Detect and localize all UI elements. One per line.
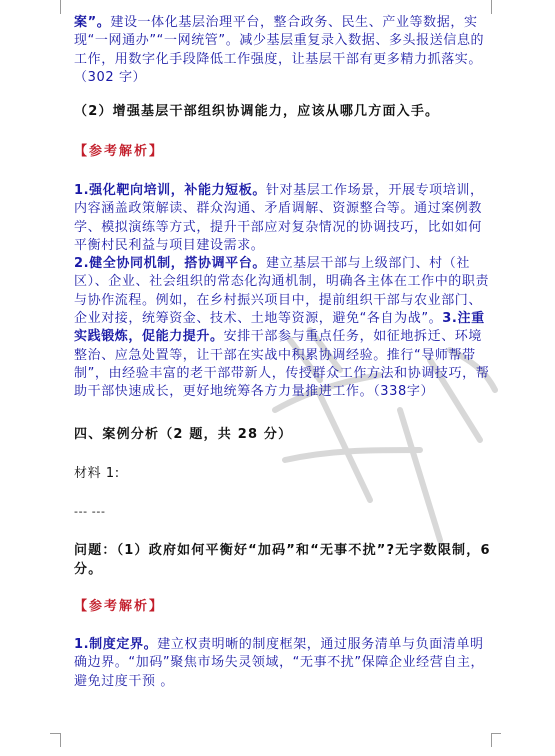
omitted-marker: --- --- [74, 505, 106, 518]
page-corner-mark [491, 733, 501, 734]
page-margin-mark-right [491, 0, 492, 14]
answer-paragraph [74, 636, 492, 691]
material-label: 材料 1: [74, 466, 120, 481]
page-corner-mark [491, 733, 492, 747]
reference-label: 【参考解析】 [74, 144, 165, 159]
point-title: 1.强化靶向培训，补能力短板。 [74, 183, 266, 198]
point-title: 3.注重实践锻炼，促能力提升。 [74, 311, 485, 345]
paragraph-text: 建设一体化基层治理平台，整合政务、民生、产业等数据，实现“一网通办”“一网统管”。减少基层重复录入数据、多头报送信息的工作，用数字化手段降低工作强度，让基层干部有更多精力抓落实。（302 字） [74, 15, 485, 85]
page-corner-mark [50, 733, 60, 734]
question-heading: （2）增强基层干部组织协调能力，应该从哪几方面入手。 [74, 104, 440, 119]
reference-label: 【参考解析】 [74, 599, 165, 614]
page-margin-mark-left [60, 0, 61, 14]
paragraph-lead: 案”。 [74, 15, 111, 30]
answer-paragraph [74, 182, 492, 402]
page-corner-mark [60, 733, 61, 747]
point-title: 2.健全协同机制，搭协调平台。 [74, 256, 266, 272]
point-text: 建立权责明晰的制度框架，通过服务清单与负面清单明确边界。“加码”聚焦市场失灵领域，“无事不扰”保障企业经营自主，避免过度干预 。 [74, 637, 485, 689]
point-text: 安排干部参与重点任务，如征地拆迁、环境整治、应急处置等，让干部在实战中积累协调经验。推行“导师帮带制”，由经验丰富的老干部带新人，传授群众工作方法和协调技巧，帮助干部快速成长，更好地统筹各方力量推进工作。（338字） [74, 329, 490, 400]
answer-paragraph-tail [74, 14, 492, 87]
point-text: 建立基层干部与上级部门、村（社区）、企业、社会组织的常态化沟通机制，明确各主体在工作中的职责与协作流程。例如，在乡村振兴项目中，提前组织干部与农业部门、企业对接，统筹资金、技术、土地等资源，避免“各自为战”。 [74, 256, 490, 327]
point-text: 针对基层工作场景，开展专项培训，内容涵盖政策解读、群众沟通、矛盾调解、资源整合等。通过案例教学、模拟演练等方式，提升干部应对复杂情况的协调技巧，比如如何平衡村民利益与项目建设需求。 [74, 183, 484, 253]
section-heading: 四、案例分析（2 题，共 28 分） [74, 427, 293, 442]
case-question: 问题：（1）政府如何平衡好“加码”和“无事不扰”?无字数限制，6 分。 [74, 543, 491, 577]
point-title: 1.制度定界。 [74, 637, 158, 652]
